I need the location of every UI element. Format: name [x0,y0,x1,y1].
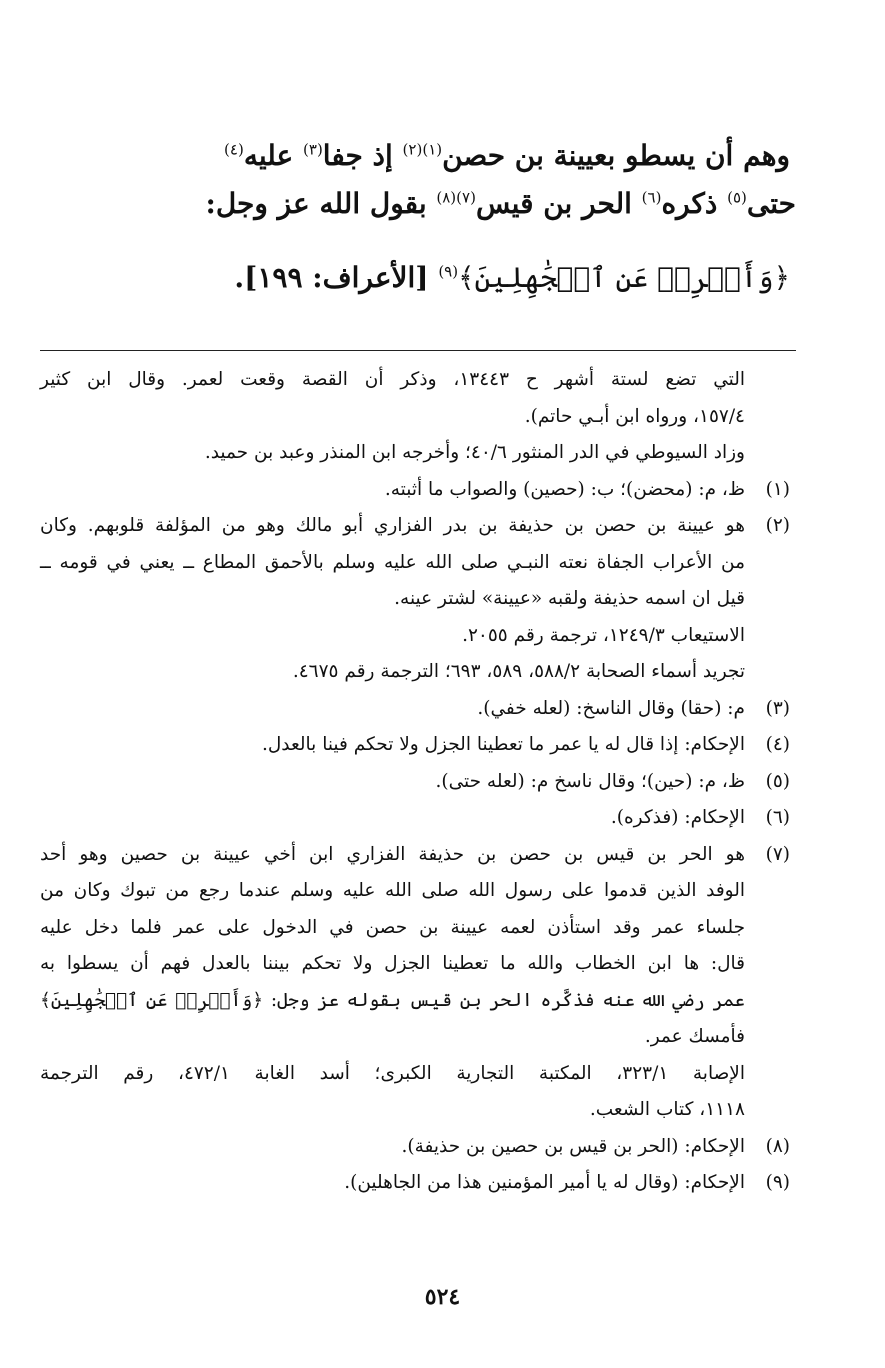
footnote-line: من الأعراب الجفاة نعته النبـي صلى الله عليه وسلم بالأحمق المطاع ــ يعني في قومه ــ [40,551,745,573]
footnote-line: عمر رضي الله عنه فذكَّره الحر بن قيس بقوله عز وجل: ﴿وَأَعۡرِضۡ عَنِ ٱلۡجَٰهِلِينَ﴾ [40,989,745,1011]
footnote-marker[interactable]: (٩) [438,262,459,281]
footnote-line: الإحكام: (وقال له يا أمير المؤمنين هذا من الجاهلين). [344,1172,745,1193]
footnote-number: (٧) [765,843,790,865]
footnote-line: الوفد الذين قدموا على رسول الله صلى الله عليه وسلم عندما رجع من تبوك وكان من [40,880,745,901]
main-text-segment: وهم أن يسطو بعيينة بن حصن [442,139,790,172]
footnote-4 [40,727,790,764]
footnote-line: الإحكام: (فذكره). [610,807,745,828]
footnote-3 [40,691,790,728]
footnote-line: الاستيعاب ١٢٤٩/٣، ترجمة رقم ٢٠٥٥. [462,624,745,646]
quran-verse-line [40,254,790,302]
quran-verse: ﴿وَأَعۡرِضۡ عَنِ ٱلۡجَٰهِلِينَ﴾ [458,261,790,294]
footnote-2 [40,508,790,691]
main-text-segment: إذ جفا [322,139,403,172]
main-text-segment: الحر بن قيس [475,187,642,220]
footnote-line: م: (حقا) وقال الناسخ: (لعله خفي). [477,697,745,719]
footnote-number: (٤) [765,734,790,755]
main-text-segment: ذكره [661,187,728,220]
footnote-line: تجريد أسماء الصحابة ٥٨٨/٢، ٥٨٩، ٦٩٣؛ الترجمة رقم ٤٦٧٥. [292,661,745,682]
footnote-marker[interactable]: (٥) [727,188,747,207]
main-text-segment: عليه [243,139,304,172]
footnote-line: هو الحر بن قيس بن حصن بن حذيفة الفزاري ابن أخي عيينة بن حصين وهو أحد [40,843,745,865]
footnote-6 [40,800,790,837]
footnote-marker[interactable]: (٣) [303,140,323,159]
main-text [40,132,796,302]
footnote-line: ظ، م: (محضن)؛ ب: (حصين) والصواب ما أثبته. [384,478,745,500]
footnote-separator [40,350,796,351]
footnote-number: (٥) [765,770,790,792]
main-text-segment: حتى [746,187,796,220]
footnote-line: الإصابة ٣٢٣/١، المكتبة التجارية الكبرى؛ أسد الغابة ٤٧٢/١، رقم الترجمة [40,1062,745,1084]
footnotes-section [40,362,790,1202]
main-line-1 [40,132,790,180]
footnote-line: ظ، م: (حين)؛ وقال ناسخ م: (لعله حتى). [435,770,745,792]
footnote-7 [40,837,790,1129]
footnote-number: (٢) [765,515,790,536]
footnote-5 [40,764,790,801]
footnote-marker[interactable]: (٦) [641,188,662,207]
continuation-line: التي تضع لستة أشهر ح ١٣٤٤٣، وذكر أن القصة وقعت لعمر. وقال ابن كثير [40,369,745,390]
footnote-line: قال: ها ابن الخطاب والله ما تعطينا الجزل ولا تحكم بيننا بالعدل فهم أن يسطوا به [40,953,745,974]
continuation-line: وزاد السيوطي في الدر المنثور ٤٠/٦؛ وأخرجه ابن المنذر وعبد بن حميد. [204,442,745,463]
footnote-number: (٣) [765,697,790,719]
verse-reference: [الأعراف: ١٩٩]. [234,261,439,294]
continuation-line: ١٥٧/٤، ورواه ابن أبـي حاتم). [524,405,745,427]
footnote-line: قيل ان اسمه حذيفة ولقبه «عيينة» لشتر عينه. [394,588,745,609]
main-line-2 [40,180,796,228]
footnote-9 [40,1165,790,1202]
footnote-line: الإحكام: (الحر بن قيس بن حصين بن حذيفة). [401,1135,745,1157]
footnote-marker[interactable]: (٤) [224,140,244,159]
page-number: ٥٢٤ [424,1284,461,1310]
footnote-marker[interactable]: (٧)(٨) [436,188,476,207]
footnote-number: (٨) [765,1135,790,1157]
footnote-1 [40,472,790,509]
footnote-line: ١١١٨، كتاب الشعب. [589,1099,745,1120]
book-page [40,0,796,1368]
footnote-8 [40,1129,790,1166]
footnote-line: فأمسك عمر. [644,1026,745,1047]
footnote-number: (٩) [765,1172,790,1193]
footnote-line: الإحكام: إذا قال له يا عمر ما تعطينا الجزل ولا تحكم فينا بالعدل. [261,734,745,755]
footnote-line: جلساء عمر وقد استأذن لعمه عيينة بن حصن في الدخول على عمر فلما دخل عليه [40,916,745,938]
main-text-segment: بقول الله عز وجل: [205,187,437,220]
footnote-number: (٦) [765,807,790,828]
footnote-number: (١) [765,478,790,500]
footnote-line: هو عيينة بن حصن بن حذيفة بن بدر الفزاري أبو مالك وهو من المؤلفة قلوبهم. وكان [40,515,745,536]
footnote-marker[interactable]: (١)(٢) [402,140,443,159]
